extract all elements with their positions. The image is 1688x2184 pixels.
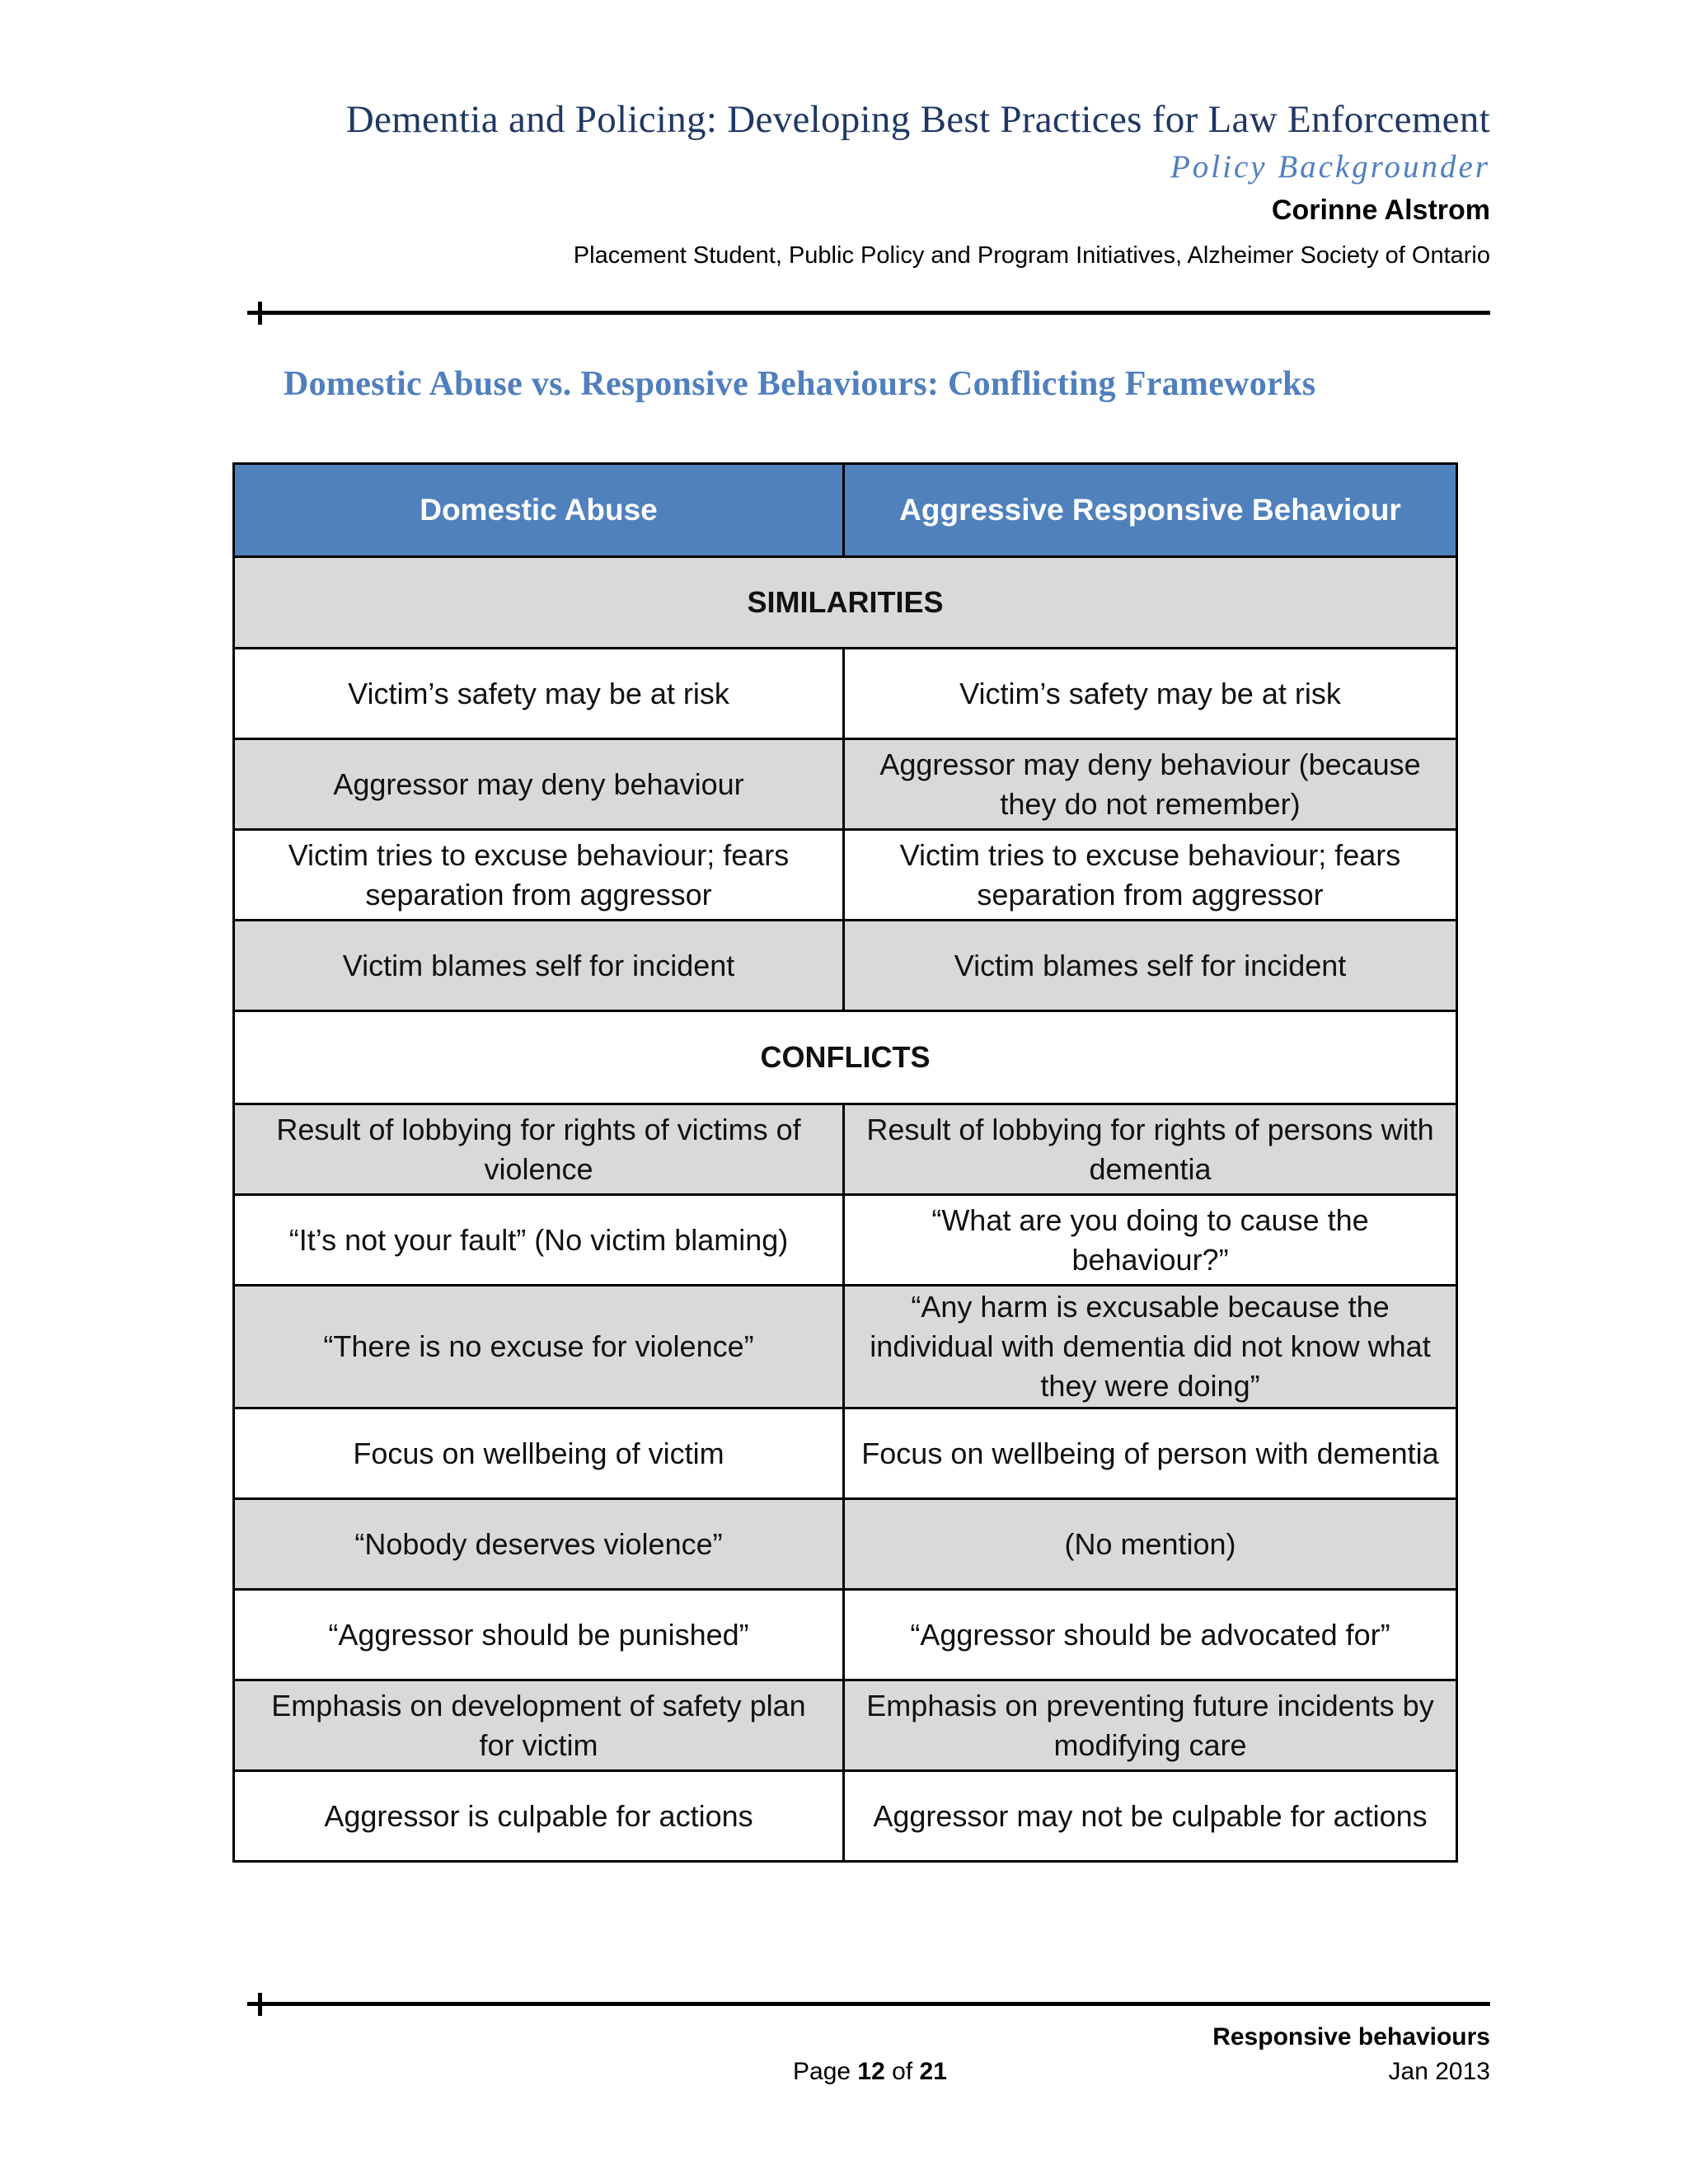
table-cell: Aggressor may deny behaviour (because they do not remember): [844, 739, 1457, 830]
page-number: [793, 2058, 947, 2086]
page-current: 12: [857, 2058, 885, 2085]
table-row: [234, 921, 1457, 1011]
table-cell: “There is no excuse for violence”: [234, 1286, 844, 1408]
table-cell: Result of lobbying for rights of victims of violence: [234, 1104, 844, 1195]
document-subtitle: Policy Backgrounder: [1170, 149, 1490, 185]
table-cell: Victim’s safety may be at risk: [234, 649, 844, 739]
comparison-table: [232, 462, 1458, 1863]
column-header-responsive-behaviour: Aggressive Responsive Behaviour: [844, 464, 1457, 557]
page-total: 21: [919, 2058, 947, 2085]
section-title: Domestic Abuse vs. Responsive Behaviours: Conflicting Frameworks: [284, 365, 1316, 403]
header-rule-tick-bar: [247, 311, 272, 315]
similarities-label: SIMILARITIES: [234, 557, 1457, 649]
table-row: [234, 1408, 1457, 1499]
table-cell: Focus on wellbeing of victim: [234, 1408, 844, 1499]
table-cell: Result of lobbying for rights of persons with dementia: [844, 1104, 1457, 1195]
table-cell: Victim’s safety may be at risk: [844, 649, 1457, 739]
table-cell: Victim blames self for incident: [234, 921, 844, 1011]
similarities-section-row: [234, 557, 1457, 649]
page-of: of: [892, 2058, 913, 2085]
table-row: [234, 1771, 1457, 1862]
author-affiliation: Placement Student, Public Policy and Program Initiatives, Alzheimer Society of Ontario: [573, 242, 1490, 269]
column-header-domestic-abuse: Domestic Abuse: [234, 464, 844, 557]
table-cell: Victim tries to excuse behaviour; fears separation from aggressor: [844, 830, 1457, 921]
table-row: [234, 1104, 1457, 1195]
table-cell: Victim blames self for incident: [844, 921, 1457, 1011]
table-row: [234, 1195, 1457, 1286]
footer-rule-tick-bar: [247, 2002, 272, 2006]
author-name: Corinne Alstrom: [1271, 194, 1490, 226]
table-row: [234, 649, 1457, 739]
table-cell: “What are you doing to cause the behaviour?”: [844, 1195, 1457, 1286]
table-row: [234, 1680, 1457, 1771]
table-row: [234, 830, 1457, 921]
header-rule-line: [247, 311, 1490, 315]
footer-section-label: Responsive behaviours: [1212, 2023, 1490, 2050]
table-cell: Emphasis on development of safety plan for victim: [234, 1680, 844, 1771]
table-cell: “It’s not your fault” (No victim blaming): [234, 1195, 844, 1286]
conflicts-label: CONFLICTS: [234, 1011, 1457, 1104]
table-cell: Aggressor may not be culpable for actions: [844, 1771, 1457, 1862]
table-cell: Aggressor may deny behaviour: [234, 739, 844, 830]
table-cell: “Nobody deserves violence”: [234, 1499, 844, 1590]
table-cell: “Any harm is excusable because the individual with dementia did not know what they were doing”: [844, 1286, 1457, 1408]
table-cell: (No mention): [844, 1499, 1457, 1590]
table-row: [234, 1286, 1457, 1408]
footer-rule-line: [247, 2002, 1490, 2006]
footer-date: Jan 2013: [1388, 2058, 1490, 2085]
conflicts-section-row: [234, 1011, 1457, 1104]
table-cell: Aggressor is culpable for actions: [234, 1771, 844, 1862]
page-prefix: Page: [793, 2058, 851, 2085]
table-header-row: [234, 464, 1457, 557]
document-title: Dementia and Policing: Developing Best Practices for Law Enforcement: [345, 98, 1490, 141]
table-cell: Focus on wellbeing of person with dementia: [844, 1408, 1457, 1499]
table-cell: “Aggressor should be advocated for”: [844, 1590, 1457, 1680]
table-cell: Emphasis on preventing future incidents by modifying care: [844, 1680, 1457, 1771]
table-cell: “Aggressor should be punished”: [234, 1590, 844, 1680]
table-row: [234, 739, 1457, 830]
table-cell: Victim tries to excuse behaviour; fears separation from aggressor: [234, 830, 844, 921]
table-row: [234, 1590, 1457, 1680]
table-row: [234, 1499, 1457, 1590]
